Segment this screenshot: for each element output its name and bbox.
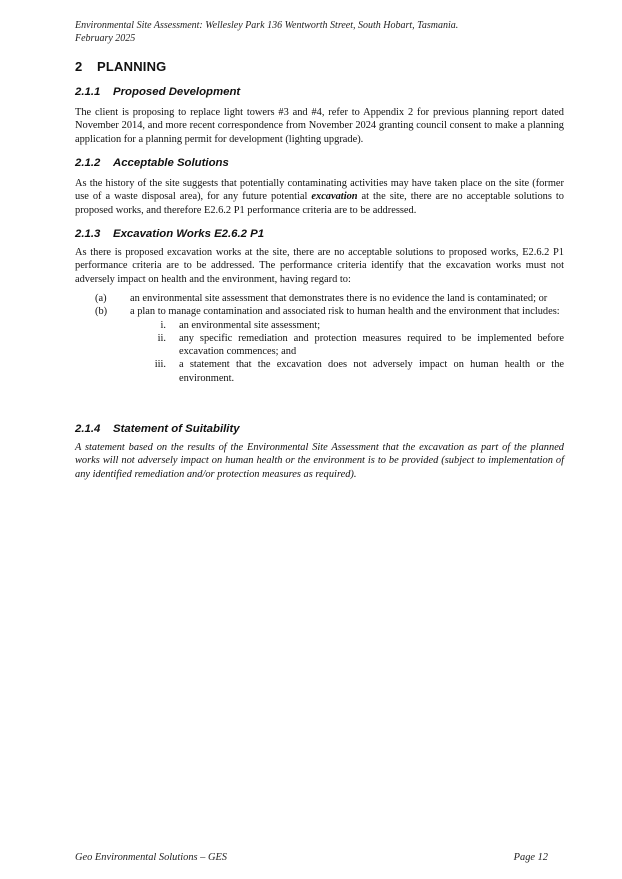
sub-list-label: ii. <box>157 332 166 344</box>
subsection-heading-excavation-works <box>75 228 264 240</box>
sub-list-item <box>75 319 564 332</box>
subsection-title: Excavation Works E2.6.2 P1 <box>113 228 265 240</box>
list-text: an environmental site assessment that demonstrates there is no evidence the land is contaminated; or <box>130 293 548 304</box>
sub-list-item <box>75 332 564 359</box>
list-text: a plan to manage contamination and associated risk to human health and the environment that includes: <box>130 306 560 318</box>
statement-of-suitability-paragraph: A statement based on the results of the Environmental Site Assessment that the excavation as part of the planned works will not adversely impact on human health or the environment is to be provided (subject to implementation of any identified remediation and/or protection measures as required). <box>75 442 564 480</box>
sub-list-label: iii. <box>154 359 166 371</box>
header-title: Environmental Site Assessment: Wellesley Park 136 Wentworth Street, South Hobart, Tasmania. <box>75 20 459 31</box>
paragraph-text: at the site, there are no acceptable solutions to proposed works, and therefore E2.6.2 P1 performance criteria are to be addressed. <box>75 191 564 216</box>
list-item <box>75 305 564 318</box>
sub-list-text: an environmental site assessment; <box>179 319 321 331</box>
sub-list-item <box>75 358 564 385</box>
excavation-works-paragraph: As there is proposed excavation works at the site, there are no acceptable solutions to proposed works, E2.6.2 P1 performance criteria are to be addressed. The performance criteria identify that the excavation works must not adversely impact on health and the environment, having regard to: <box>75 247 564 285</box>
subsection-heading-statement-of-suitability <box>75 423 240 435</box>
list-label: (b) <box>95 306 108 318</box>
subsection-title: Statement of Suitability <box>113 423 240 435</box>
criteria-list <box>75 292 564 385</box>
header-date: February 2025 <box>75 32 136 44</box>
section-title: PLANNING <box>97 59 167 74</box>
emphasis-excavation: excavation <box>311 191 358 203</box>
list-item <box>75 292 564 305</box>
section-number: 2 <box>75 59 83 74</box>
subsection-title: Acceptable Solutions <box>113 157 229 169</box>
subsection-number: 2.1.4 <box>75 423 101 435</box>
subsection-heading-acceptable-solutions <box>75 157 229 169</box>
subsection-number: 2.1.3 <box>75 228 101 240</box>
footer-page-number: Page 12 <box>513 852 548 863</box>
list-label: (a) <box>95 293 107 304</box>
acceptable-solutions-paragraph <box>75 177 564 217</box>
sub-list-text: a statement that the excavation does not adversely impact on human health or the environment. <box>179 359 564 384</box>
proposed-development-paragraph: The client is proposing to replace light towers #3 and #4, refer to Appendix 2 for previous planning report dated November 2014, and more recent correspondence from November 2024 granting council consent to make a planning application for a planning permit for development (lighting upgrade). <box>75 107 564 145</box>
subsection-number: 2.1.2 <box>75 157 101 169</box>
sub-list-text: any specific remediation and protection measures required to be implemented before excavation commences; and <box>179 332 564 358</box>
running-header <box>75 20 575 45</box>
subsection-number: 2.1.1 <box>75 86 101 98</box>
footer-company: Geo Environmental Solutions – GES <box>75 852 227 863</box>
sub-list-label: i. <box>160 319 166 331</box>
section-heading <box>75 59 167 74</box>
subsection-heading-proposed-development <box>75 86 240 98</box>
paragraph-text: As the history of the site suggests that potentially contaminating activities may have taken place on the site (former use of a waste disposal area), for any future potential <box>75 178 564 203</box>
sub-list <box>75 319 564 385</box>
subsection-title: Proposed Development <box>113 86 241 98</box>
